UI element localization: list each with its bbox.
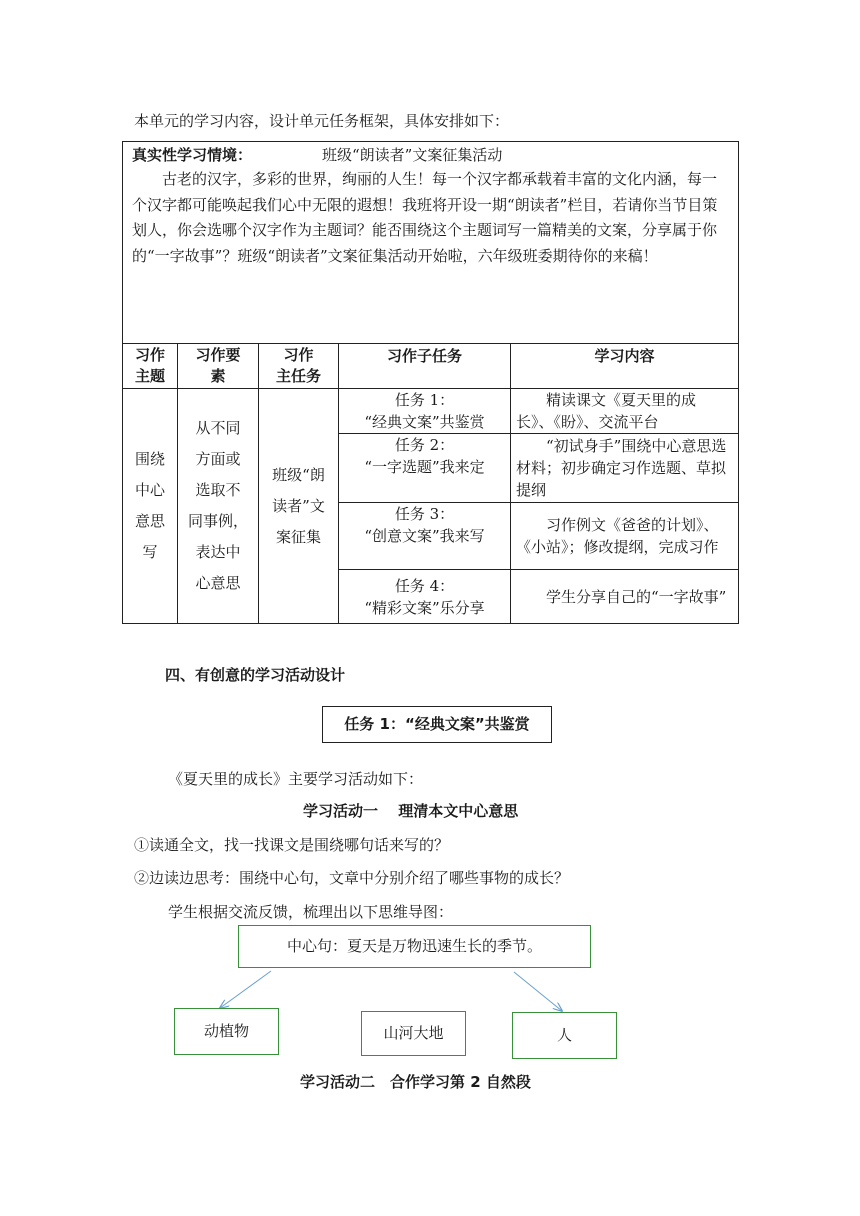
task-box: 任务 1：“经典文案”共鉴赏 xyxy=(322,706,552,743)
unit-task-table xyxy=(122,141,739,624)
header-sub-task: 习作子任务 xyxy=(339,344,511,389)
question-1: ①读通全文，找一找课文是围绕哪句话来写的？ xyxy=(134,836,450,854)
table-row: 任务 4： “精彩文案”乐分享 xyxy=(339,570,511,624)
section-heading: 四、有创意的学习活动设计 xyxy=(165,666,346,684)
mindmap-center-box xyxy=(238,925,591,968)
row-content: 学生分享自己的“一字故事” xyxy=(511,570,739,624)
activity2-title: 学习活动二 合作学习第 2 自然段 xyxy=(300,1073,531,1091)
theme-cell: 围绕 中心 意思 写 xyxy=(123,389,178,624)
mindmap-node-land: 山河大地 xyxy=(361,1011,466,1056)
mindmap-intro: 学生根据交流反馈，梳理出以下思维导图： xyxy=(168,903,454,921)
table-row: 任务 3： “创意文案”我来写 xyxy=(339,503,511,570)
header-content: 学习内容 xyxy=(511,344,739,389)
element-cell: 从不同 方面或 选取不 同事例， 表达中 心意思 xyxy=(178,389,259,624)
mindmap-center-text: 中心句：夏天是万物迅速生长的季节。 xyxy=(286,937,542,955)
row-content: 精读课文《夏天里的成长》、《盼》、交流平台 xyxy=(511,389,739,434)
header-element: 习作要 素 xyxy=(178,344,259,389)
scenario-body: 古老的汉字，多彩的世界，绚丽的人生！每一个汉字都承载着丰富的文化内涵，每一个汉字都可能唤起我们心中无限的遐想！我班将开设一期“朗读者”栏目，若请你当节目策划人，你会选哪个汉字作为主题词？能否围绕这个主题词写一篇精美的文案，分享属于你的“一字故事”？班级“朗读者”文案征集活动开始啦，六年级班委期待你的来稿！ xyxy=(132,170,718,265)
scenario-cell xyxy=(123,142,739,344)
activity1-title: 学习活动一 理清本文中心意思 xyxy=(303,802,519,820)
table-row: 任务 1： “经典文案”共鉴赏 xyxy=(339,389,511,434)
table-row: 任务 2： “一字选题”我来定 xyxy=(339,434,511,503)
row-content: 习作例文《爸爸的计划》、《小站》；修改提纲，完成习作 xyxy=(511,503,739,570)
scenario-title: 班级“朗读者”文案征集活动 xyxy=(322,146,503,164)
scenario-label: 真实性学习情境： xyxy=(132,146,253,164)
activities-intro: 《夏天里的成长》主要学习活动如下： xyxy=(168,770,424,788)
main-task-cell: 班级“朗 读者”文 案征集 xyxy=(259,389,339,624)
mindmap-node-people: 人 xyxy=(512,1012,617,1059)
row-content: “初试身手”围绕中心意思选材料；初步确定习作选题、草拟提纲 xyxy=(511,434,739,503)
arrow-left xyxy=(220,971,271,1008)
header-theme: 习作 主题 xyxy=(123,344,178,389)
arrow-right xyxy=(514,972,562,1011)
question-2: ②边读边思考：围绕中心句，文章中分别介绍了哪些事物的成长？ xyxy=(134,869,570,887)
header-main-task: 习作 主任务 xyxy=(259,344,339,389)
intro-line: 本单元的学习内容，设计单元任务框架，具体安排如下： xyxy=(134,112,510,130)
mindmap-node-plants: 动植物 xyxy=(174,1008,279,1055)
